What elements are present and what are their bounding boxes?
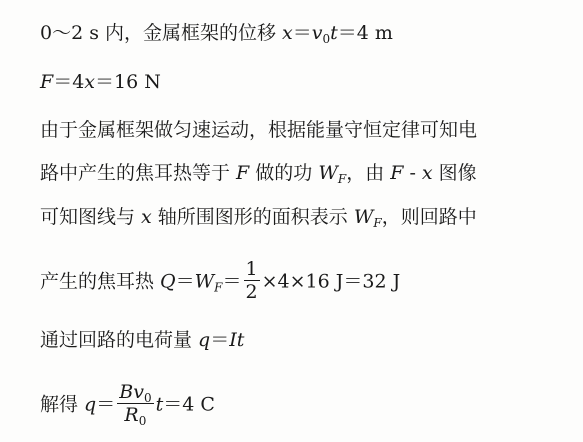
var-Q: Q: [160, 270, 176, 293]
var-t: t: [330, 22, 338, 44]
var-W: W: [318, 162, 338, 184]
text-line-joule-heat: [40, 260, 400, 305]
var-F: F: [390, 162, 404, 184]
fraction-bv-over-r: [117, 381, 153, 426]
subscript: 0: [138, 414, 147, 428]
fraction-denominator: 2: [245, 281, 258, 303]
text-segment: 图像: [432, 162, 477, 184]
text-line-force: [40, 70, 161, 94]
text-segment: 解得: [40, 393, 85, 416]
var-t: t: [155, 393, 164, 416]
subscript: 0: [143, 391, 152, 405]
text-segment: 通过回路的电荷量: [40, 329, 199, 351]
var-x: x: [282, 22, 293, 44]
fraction-numerator: [117, 381, 153, 404]
text-line-energy-2: [40, 161, 477, 185]
text-segment: 0～2 s 内，金属框架的位移: [40, 22, 283, 44]
var-W: W: [194, 270, 215, 293]
var-x: x: [84, 71, 95, 93]
var-v: v: [133, 381, 144, 403]
var-R: R: [124, 404, 139, 426]
text-line-energy-1: [40, 118, 477, 142]
equals-sign: ＝: [96, 393, 116, 416]
equals-sign: ＝: [210, 329, 230, 351]
var-v: v: [311, 22, 323, 44]
subscript: F: [337, 172, 347, 186]
var-t: t: [236, 329, 245, 351]
subscript: F: [373, 216, 382, 230]
text-segment: 由于金属框架做匀速运动，根据能量守恒定律可知电: [40, 119, 478, 141]
text-line-energy-3: [40, 205, 477, 229]
text-segment: ＝4: [53, 71, 85, 93]
var-I: I: [229, 329, 237, 351]
var-F: F: [236, 162, 250, 184]
var-W: W: [353, 206, 374, 228]
text-segment: 产生的焦耳热: [40, 270, 161, 293]
text-segment: ＝16 N: [95, 71, 161, 93]
var-B: B: [119, 381, 134, 403]
subscript: F: [214, 280, 223, 295]
fraction-numerator: 1: [245, 258, 258, 280]
text-segment: ，由: [346, 162, 391, 184]
fraction-denominator: [117, 404, 153, 426]
equals-sign: ＝: [292, 22, 312, 44]
text-segment: ×4×16 J＝32 J: [261, 270, 401, 293]
text-segment: 可知图线与: [40, 206, 142, 228]
text-segment: 路中产生的焦耳热等于: [40, 162, 237, 184]
var-x: x: [141, 206, 152, 228]
equals-sign: ＝: [175, 270, 195, 293]
var-F: F: [40, 71, 54, 93]
subscript: 0: [322, 32, 331, 46]
var-q: q: [84, 393, 97, 416]
text-segment: 轴所围图形的面积表示: [151, 206, 354, 228]
text-segment: -: [403, 162, 422, 184]
text-line-charge: [40, 328, 244, 352]
var-q: q: [198, 329, 211, 351]
text-segment: ＝4 m: [337, 22, 393, 44]
text-segment: ＝4 C: [163, 393, 215, 416]
text-line-solution: [40, 383, 215, 428]
text-segment: ，则回路中: [381, 206, 477, 228]
fraction-one-half: [244, 258, 260, 303]
equals-sign: ＝: [222, 270, 242, 293]
text-segment: 做的功: [249, 162, 319, 184]
text-line-displacement: [40, 21, 393, 45]
var-x: x: [421, 162, 433, 184]
